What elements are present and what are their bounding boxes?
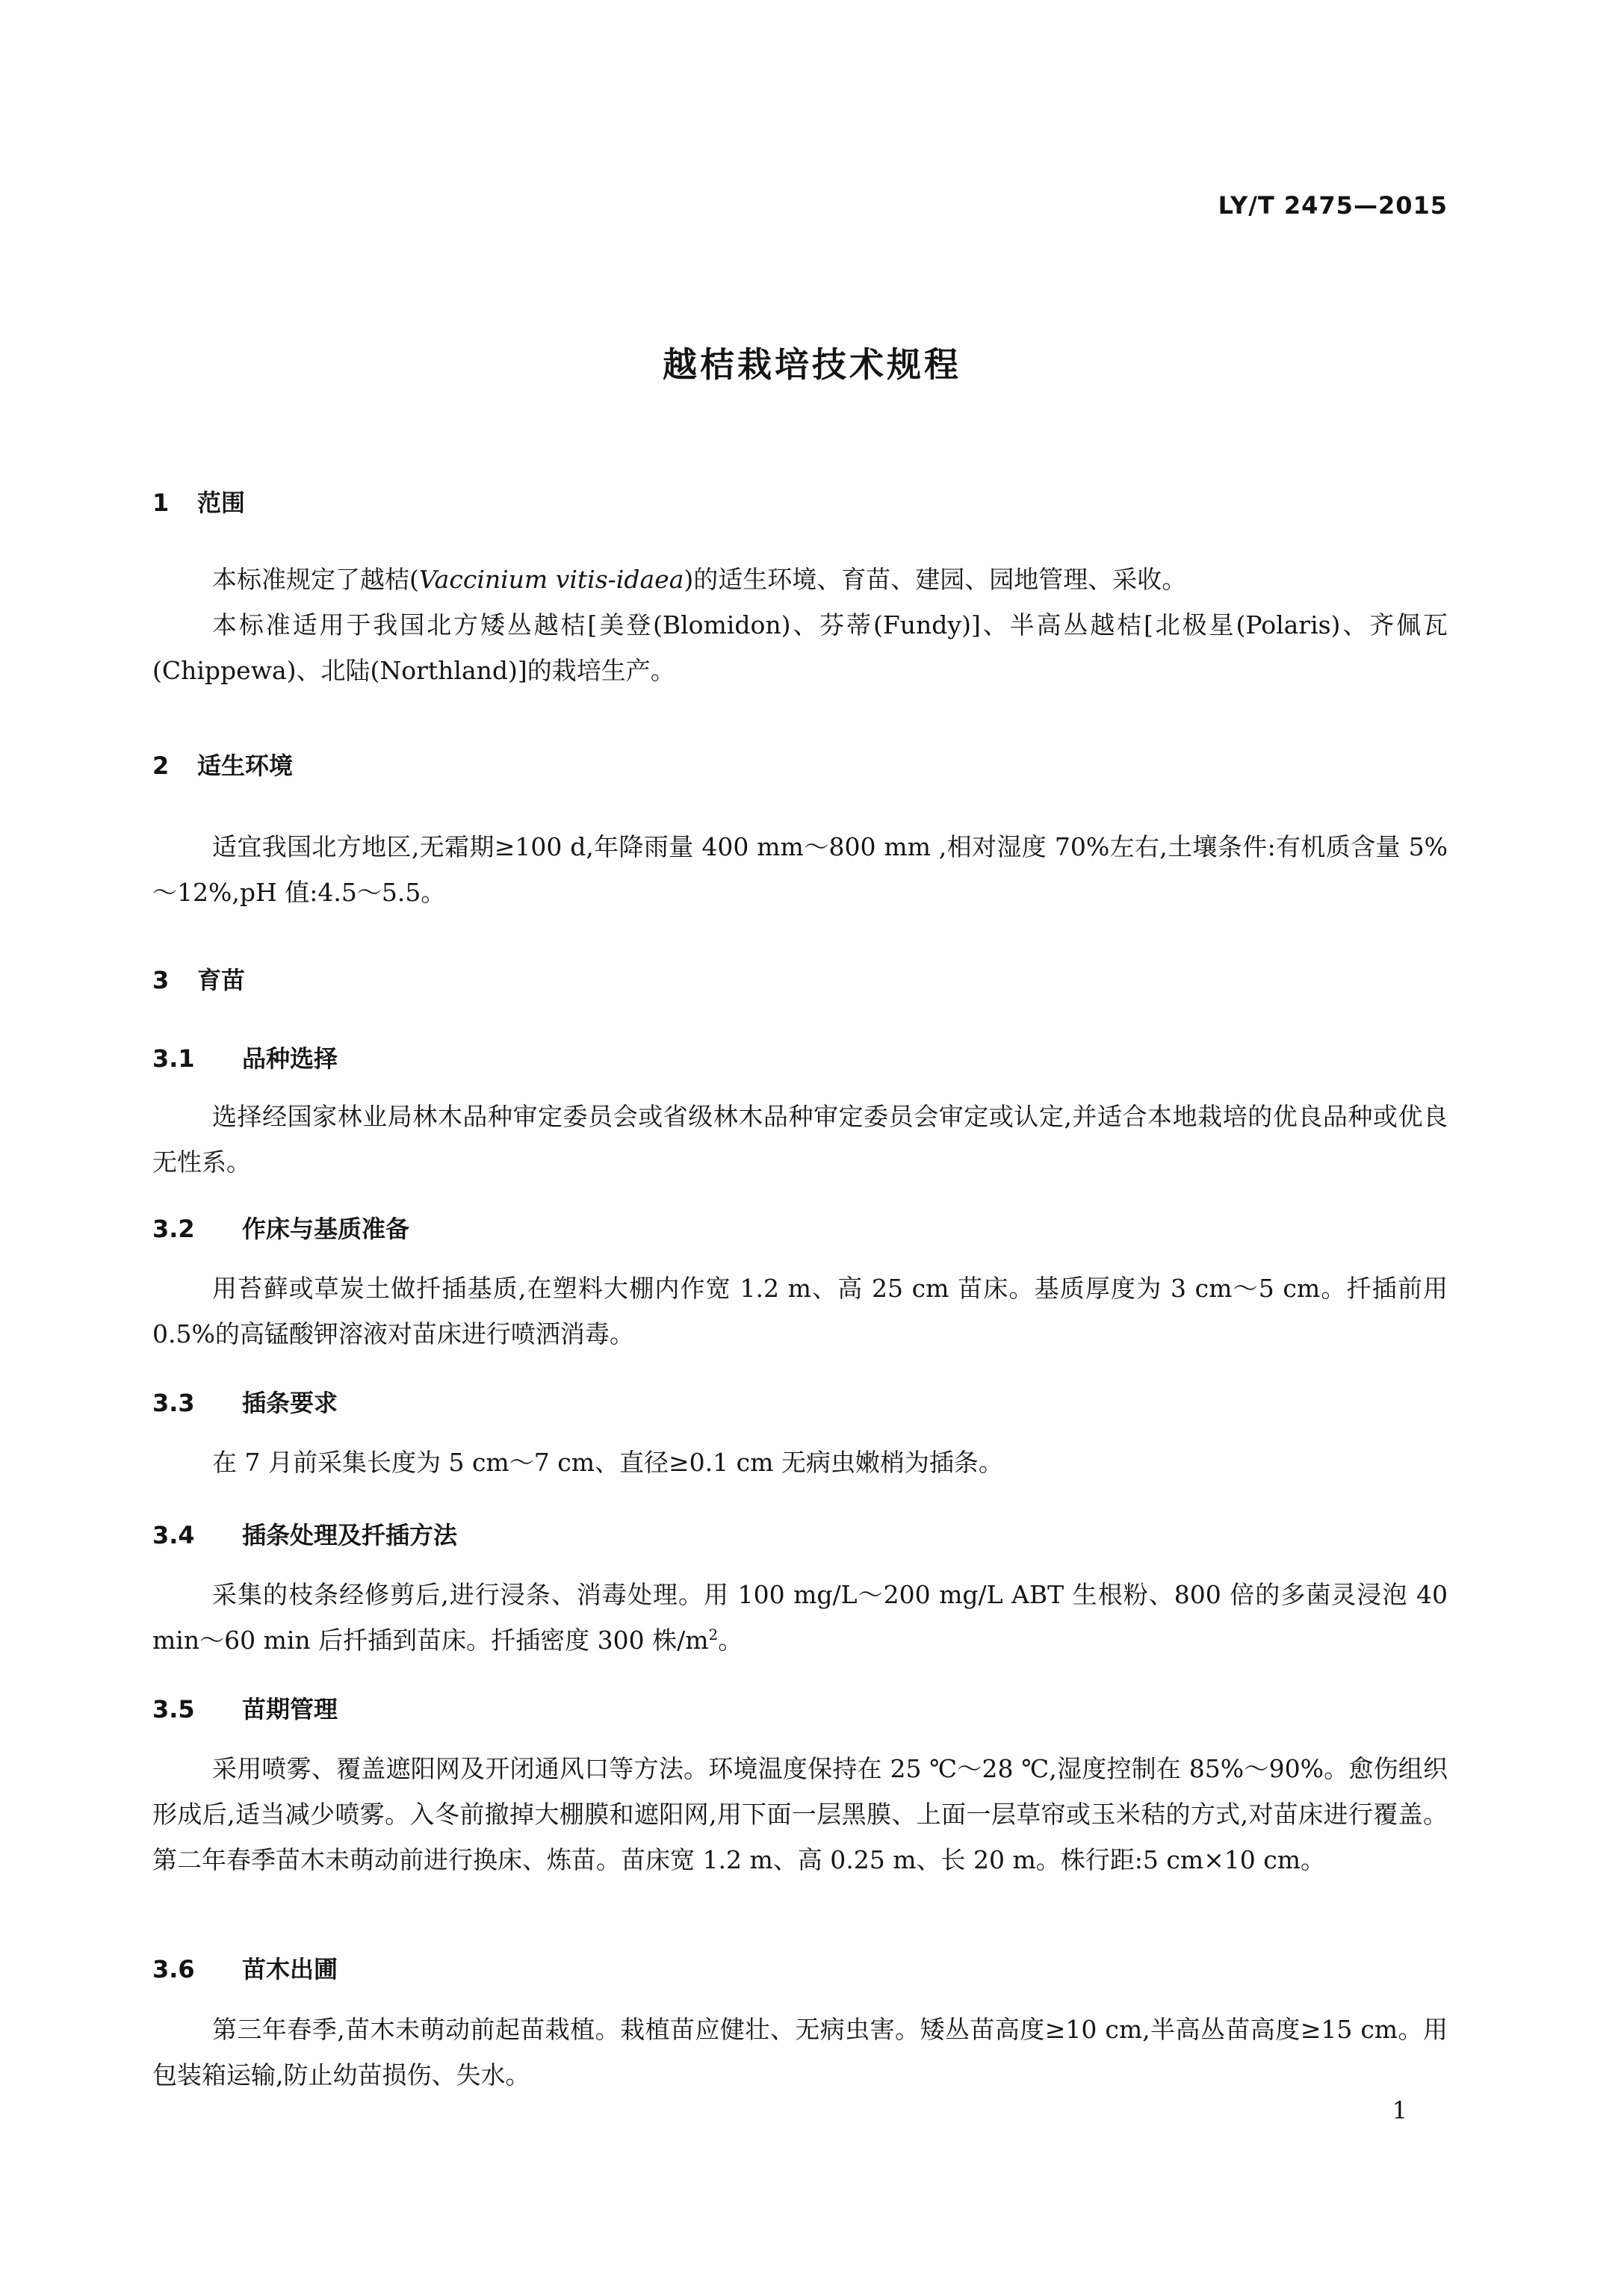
subsection-3-3-body [152, 1440, 1448, 1485]
subsection-3-6-heading [152, 1951, 338, 1985]
subsection-title: 插条处理及扦插方法 [242, 1521, 458, 1549]
subsection-number: 3.5 [152, 1695, 195, 1723]
paragraph: 选择经国家林业局林木品种审定委员会或省级林木品种审定委员会审定或认定,并适合本地栽培的优良品种或优良无性系。 [152, 1102, 1448, 1177]
document-title: 越桔栽培技术规程 [663, 344, 961, 385]
section-title: 育苗 [197, 966, 246, 994]
subsection-3-2-body [152, 1266, 1448, 1357]
subsection-3-5-heading [152, 1691, 338, 1725]
section-3-heading [152, 961, 245, 996]
subsection-3-4-heading [152, 1517, 457, 1551]
subsection-3-2-heading [152, 1210, 409, 1245]
subsection-3-4-body [152, 1572, 1448, 1663]
paragraph: 采集的枝条经修剪后,进行浸条、消毒处理。用 100 mg/L～200 mg/L ABT 生根粉、800 倍的多菌灵浸泡 40 min～60 min 后扦插到苗床。扦插密度 300 株$/m^2$。 [152, 1580, 1448, 1655]
paragraph: 适宜我国北方地区,无霜期≥100 d,年降雨量 400 mm～800 mm ,相对湿度 70%左右,土壤条件:有机质含量 5%～12%,pH 值:4.5～5.5。 [152, 832, 1448, 907]
subsection-title: 插条要求 [242, 1389, 338, 1417]
subsection-number: 3.3 [152, 1389, 195, 1417]
subsection-3-6-body [152, 2007, 1448, 2098]
subsection-3-3-heading [152, 1384, 338, 1419]
section-2-body [152, 824, 1448, 915]
paragraph: 本标准适用于我国北方矮丛越桔[美登(Blomidon)、芬蒂(Fundy)]、半高丛越桔[北极星(Polaris)、齐佩瓦(Chippewa)、北陆(Northland)]的栽培生产。 [152, 610, 1448, 685]
subsection-3-1-body [152, 1094, 1448, 1185]
subsection-title: 苗期管理 [242, 1695, 338, 1723]
subsection-3-5-body [152, 1746, 1448, 1883]
subsection-number: 3.1 [152, 1044, 195, 1073]
page-number: 1 [1392, 2096, 1407, 2125]
paragraph: 在 7 月前采集长度为 5 cm～7 cm、直径≥0.1 cm 无病虫嫩梢为插条。 [212, 1448, 1003, 1477]
subsection-title: 作床与基质准备 [242, 1215, 410, 1243]
section-title: 范围 [197, 489, 246, 517]
section-2-heading [152, 747, 293, 781]
paragraph: 用苔藓或草炭土做扦插基质,在塑料大棚内作宽 1.2 m、高 25 cm 苗床。基质厚度为 3 cm～5 cm。扦插前用 0.5%的高锰酸钾溶液对苗床进行喷洒消毒。 [152, 1274, 1448, 1348]
section-number: 3 [152, 966, 170, 994]
section-number: 2 [152, 752, 170, 780]
paragraph: 采用喷雾、覆盖遮阳网及开闭通风口等方法。环境温度保持在 25 ℃～28 ℃,湿度控制在 85%～90%。愈伤组织形成后,适当减少喷雾。入冬前撤掉大棚膜和遮阳网,用下面一层黑膜、上面一层草帘或玉米秸的方式,对苗床进行覆盖。第二年春季苗木未萌动前进行换床、炼苗。苗床宽 1.2 m、高 0.25 m、长 20 m。株行距:5 cm×10 cm。 [152, 1754, 1448, 1874]
section-title: 适生环境 [197, 752, 294, 780]
subsection-title: 苗木出圃 [242, 1955, 338, 1983]
section-1-heading [152, 484, 245, 518]
latin-name: Vaccinium vitis-idaea [418, 565, 684, 594]
subsection-title: 品种选择 [242, 1044, 338, 1073]
subsection-3-1-heading [152, 1040, 338, 1074]
standard-code: LY/T 2475—2015 [1218, 191, 1448, 220]
section-1-body [152, 557, 1448, 693]
subsection-number: 3.4 [152, 1521, 195, 1549]
section-number: 1 [152, 489, 170, 517]
paragraph: 第三年春季,苗木未萌动前起苗栽植。栽植苗应健壮、无病虫害。矮丛苗高度≥10 cm,半高丛苗高度≥15 cm。用包装箱运输,防止幼苗损伤、失水。 [152, 2015, 1448, 2090]
subsection-number: 3.6 [152, 1955, 195, 1983]
subsection-number: 3.2 [152, 1215, 195, 1243]
paragraph: 本标准规定了越桔(Vaccinium vitis-idaea)的适生环境、育苗、建园、园地管理、采收。 [212, 565, 1187, 594]
